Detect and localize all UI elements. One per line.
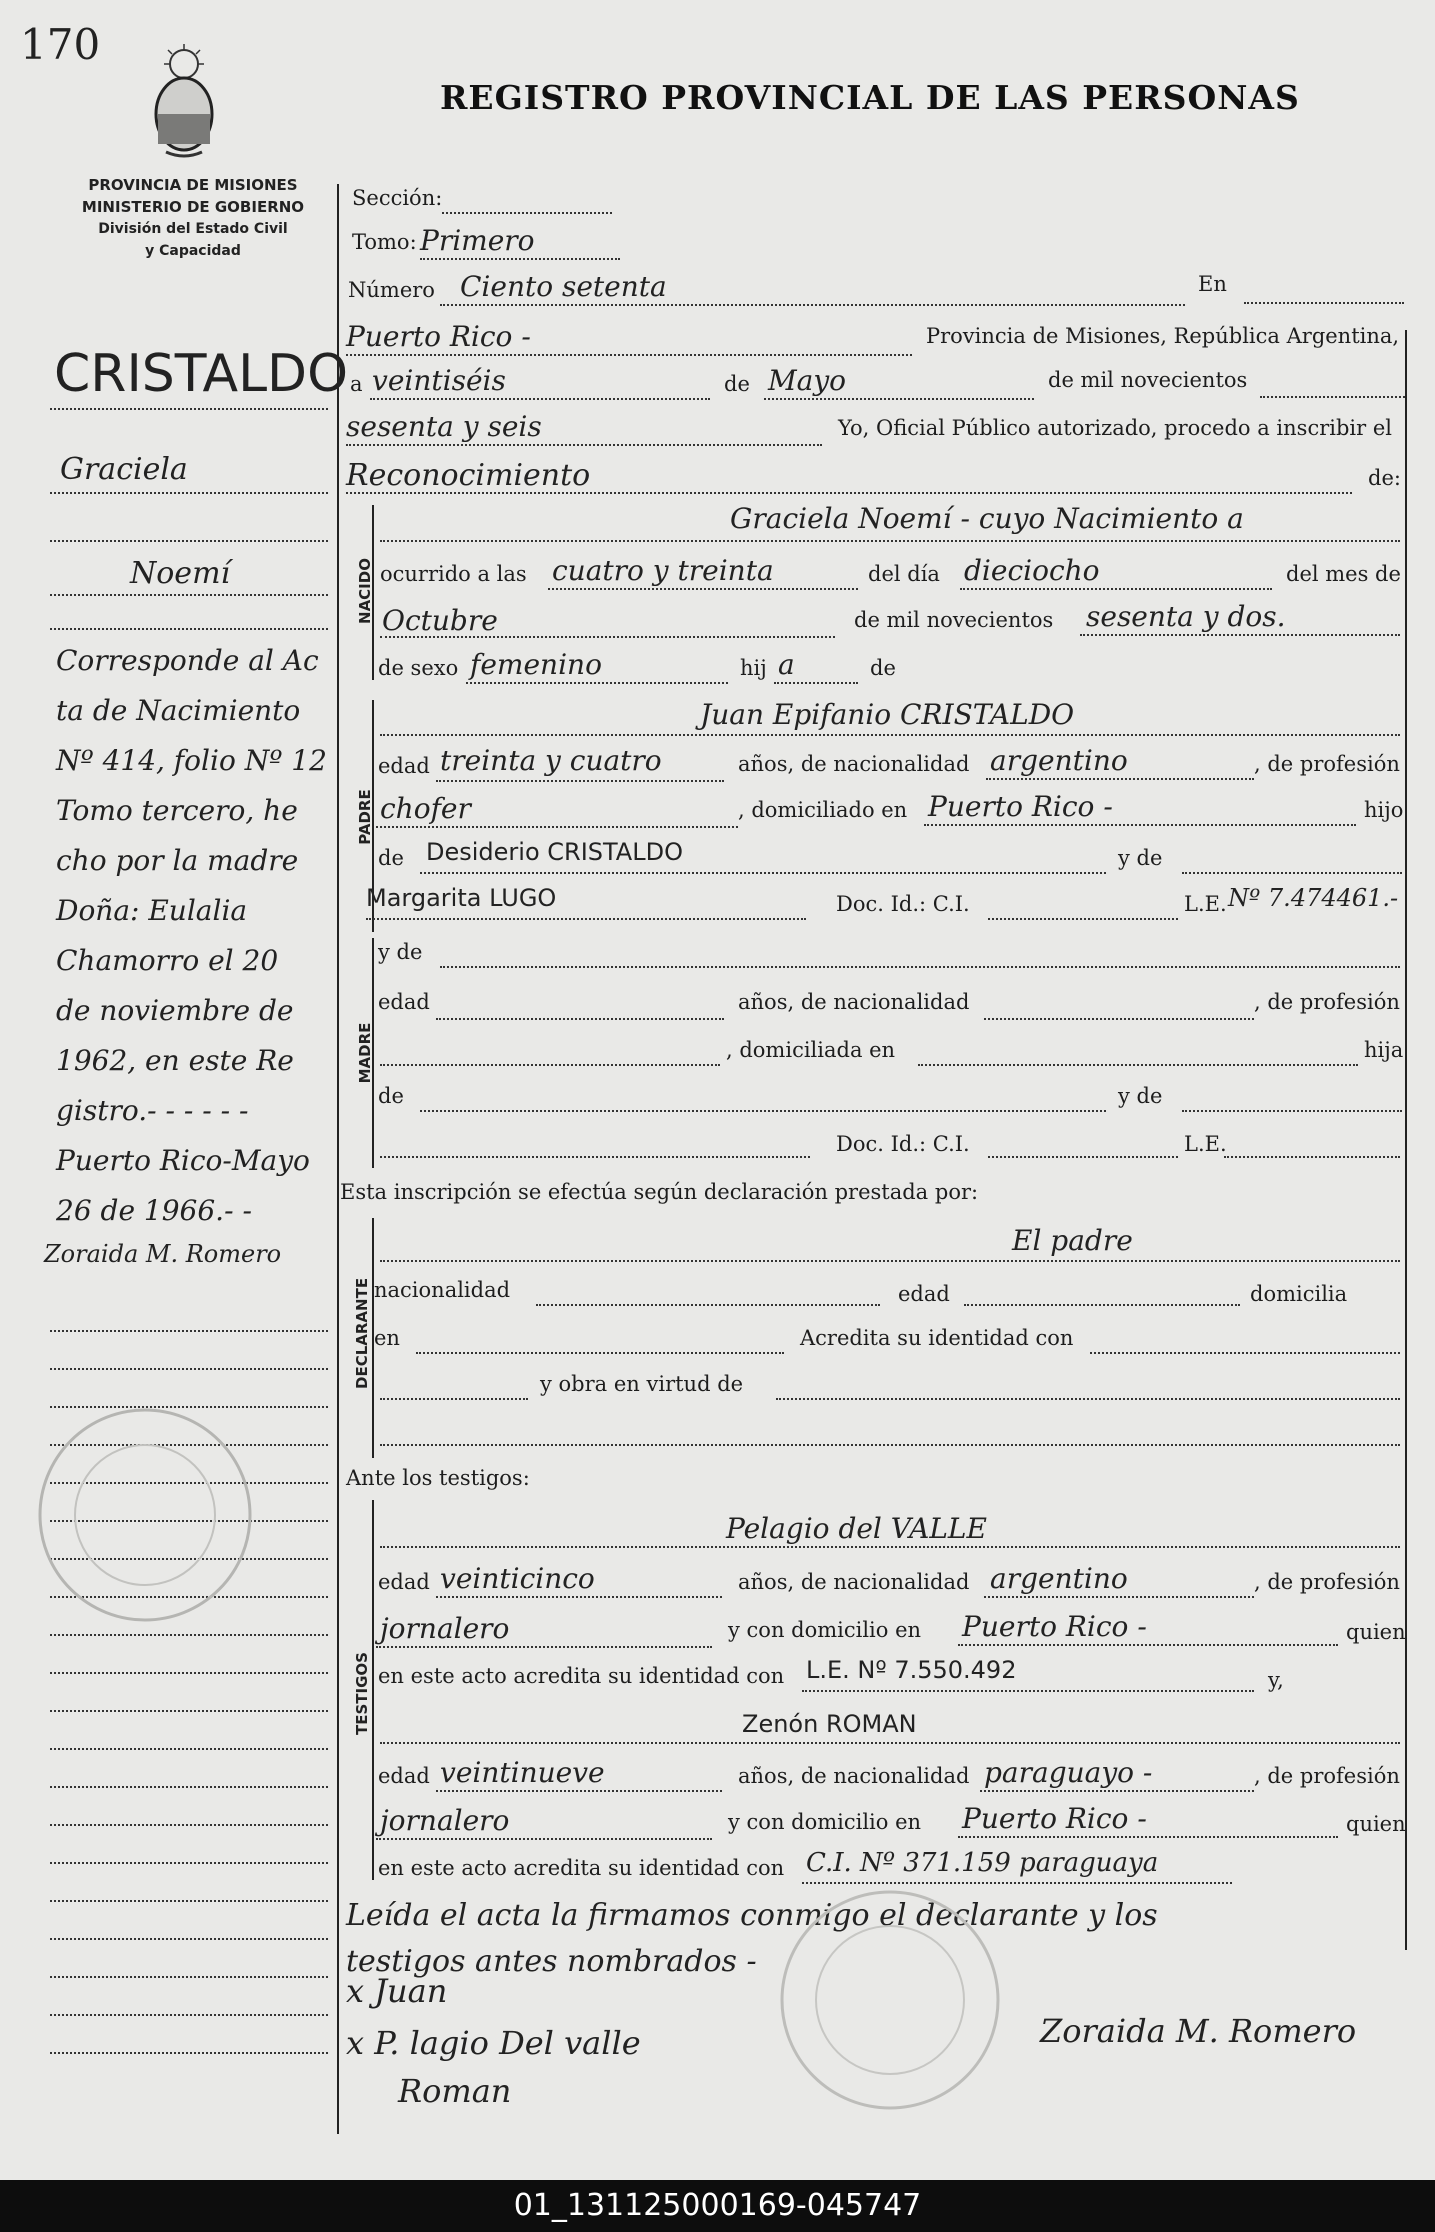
label-hij: hij [740,656,767,680]
label-domiciliada: , domiciliada en [726,1038,896,1062]
label-en-decl: en [374,1326,400,1350]
label-de-padres: de [870,656,896,680]
label-edad-madre: edad [378,990,430,1014]
label-numero: Número [348,278,435,302]
label-doc-id-padre: Doc. Id.: C.I. [836,892,970,916]
value-t2-dom: Puerto Rico - [962,1802,1147,1835]
note-line: Corresponde al Ac [56,644,319,677]
label-en: En [1198,272,1227,296]
label-edad-padre: edad [378,754,430,778]
label-profesion-padre: , de profesión [1254,752,1400,776]
label-edad-decl: edad [898,1282,950,1306]
value-padre-nac: argentino [990,744,1128,777]
label-oficial: Yo, Oficial Público autorizado, procedo a inscribir el [838,416,1392,440]
value-testigo1: Pelagio del VALLE [726,1512,987,1545]
value-inscripto: Graciela Noemí - cuyo Nacimiento a [730,502,1244,535]
value-dia: veintiséis [372,364,506,397]
side-label-madre: MADRE [356,1022,374,1084]
value-t1-edad: veinticinco [440,1562,595,1595]
coat-of-arms-icon [146,42,222,160]
value-padre-prof: chofer [380,792,471,825]
value-t1-prof: jornalero [380,1612,510,1645]
value-padre-nombre: Juan Epifanio CRISTALDO [700,698,1075,731]
value-anio-nac: sesenta y dos. [1086,600,1286,633]
label-de: de [724,372,750,396]
signature-oficial: Zoraida M. Romero [1040,2012,1357,2050]
label-tomo: Tomo: [352,230,417,254]
label-de-madre: de [378,1084,404,1108]
value-testigo2: Zenón ROMAN [742,1710,917,1738]
label-dom-t2: y con domicilio en [728,1810,922,1834]
label-anios-nac-madre: años, de nacionalidad [738,990,970,1014]
note-line: de noviembre de [56,994,294,1027]
label-y-coma: y, [1268,1668,1284,1692]
value-padre-edad: treinta y cuatro [440,744,662,777]
label-y-de-madre: y de [378,940,423,964]
label-doc-id-madre: Doc. Id.: C.I. [836,1132,970,1156]
side-label-nacido: NACIDO [356,558,374,624]
value-mes: Mayo [768,364,847,397]
value-abuelo: Desiderio CRISTALDO [426,838,683,866]
label-le-madre: L.E. [1184,1132,1227,1156]
side-label-padre: PADRE [356,789,374,845]
value-declarante: El padre [1012,1224,1133,1257]
value-acto: Reconocimiento [346,458,591,493]
margin-surname: CRISTALDO [54,344,349,404]
seal-stamp-icon [770,1880,1010,2120]
value-hora: cuatro y treinta [552,554,774,587]
label-hijo: hijo [1364,798,1404,822]
label-nacionalidad-decl: nacionalidad [374,1278,511,1302]
label-declaracion: Esta inscripción se efectúa según declaración prestada por: [340,1180,979,1204]
label-acredita-t2: en este acto acredita su identidad con [378,1856,785,1880]
value-abuela: Margarita LUGO [366,884,557,912]
label-anios-nac-t1: años, de nacionalidad [738,1570,970,1594]
label-quien-t2: quien [1346,1812,1406,1836]
closing-line1: Leída el acta la firmamos conmigo el declarante y los [346,1898,1158,1933]
agency-capacity: y Capacidad [145,243,241,259]
label-ocurrido: ocurrido a las [380,562,527,586]
label-domicilia-decl: domicilia [1250,1282,1348,1306]
label-seccion: Sección: [352,186,443,210]
label-acredita-t1: en este acto acredita su identidad con [378,1664,785,1688]
note-line: 26 de 1966.- - [56,1194,252,1227]
label-edad-t1: edad [378,1570,430,1594]
note-line: Puerto Rico-Mayo [56,1144,310,1177]
value-t2-doc: C.I. Nº 371.159 paraguaya [806,1848,1159,1878]
seal-stamp-icon [30,1400,260,1630]
label-profesion-t2: , de profesión [1254,1764,1400,1788]
note-line: cho por la madre [56,844,299,877]
note-line: ta de Nacimiento [56,694,301,727]
label-domiciliado: , domiciliado en [738,798,908,822]
label-testigos: Ante los testigos: [346,1466,530,1490]
label-hija: hija [1364,1038,1404,1062]
agency-province: PROVINCIA DE MISIONES [88,176,298,194]
margin-signature: Zoraida M. Romero [44,1240,282,1268]
label-obra-decl: y obra en virtud de [540,1372,744,1396]
value-hij: a [778,648,795,681]
value-numero: Ciento setenta [460,270,667,303]
agency-block [58,174,328,262]
label-y-de-padre: y de [1118,846,1163,870]
label-mil-novecientos: de mil novecientos [1048,368,1248,392]
label-quien-t1: quien [1346,1620,1406,1644]
side-label-declarante: DECLARANTE [353,1277,371,1389]
note-line: 1962, en este Re [56,1044,294,1077]
label-acredita-decl: Acredita su identidad con [800,1326,1074,1350]
label-de-abuelo: de [378,846,404,870]
label-de-colon: de: [1368,466,1401,490]
label-profesion-t1: , de profesión [1254,1570,1400,1594]
value-tomo: Primero [420,224,535,257]
label-le-padre: L.E. [1184,892,1227,916]
value-t1-dom: Puerto Rico - [962,1610,1147,1643]
page-title: REGISTRO PROVINCIAL DE LAS PERSONAS [440,78,1300,117]
page-number: 170 [20,20,101,69]
value-t2-prof: jornalero [380,1804,510,1837]
label-anios-nac-padre: años, de nacionalidad [738,752,970,776]
note-line: Chamorro el 20 [56,944,279,977]
signature-declarante: x Juan [346,1972,448,2010]
agency-division: División del Estado Civil [98,221,288,237]
note-line: Nº 414, folio Nº 12 [56,744,327,777]
label-provincia: Provincia de Misiones, República Argentina, [926,324,1400,348]
signature-testigo2: Roman [398,2072,512,2110]
agency-ministry: MINISTERIO DE GOBIERNO [81,198,305,216]
note-line: Doña: Eulalia [56,894,248,927]
side-label-testigos: TESTIGOS [353,1652,371,1735]
value-t2-nac: paraguayo - [984,1756,1153,1789]
value-anio: sesenta y seis [346,410,542,443]
value-t1-doc: L.E. Nº 7.550.492 [806,1656,1017,1684]
label-de-mil: de mil novecientos [854,608,1054,632]
label-a: a [350,372,363,396]
value-t2-edad: veintinueve [440,1756,605,1789]
value-mes-nac: Octubre [382,604,498,637]
label-profesion-madre: , de profesión [1254,990,1400,1014]
value-padre-dom: Puerto Rico - [928,790,1113,823]
label-sexo: de sexo [378,656,459,680]
note-line: gistro.- - - - - - [56,1094,249,1127]
label-dom-t1: y con domicilio en [728,1618,922,1642]
note-line: Tomo tercero, he [56,794,298,827]
label-anios-nac-t2: años, de nacionalidad [738,1764,970,1788]
signature-testigo1: x P. lagio Del valle [346,2024,641,2062]
margin-name2: Noemí [130,556,231,591]
value-dia-nac: dieciocho [964,554,1100,587]
closing-line2: testigos antes nombrados - [346,1944,757,1979]
label-y-de-madre2: y de [1118,1084,1163,1108]
value-padre-le: Nº 7.474461.- [1228,884,1399,912]
value-sexo: femenino [470,648,602,681]
margin-name1: Graciela [60,452,188,487]
value-lugar: Puerto Rico - [346,320,531,353]
value-t1-nac: argentino [990,1562,1128,1595]
label-edad-t2: edad [378,1764,430,1788]
footer-id: 01_131125000169-045747 [0,2180,1435,2232]
label-del-dia: del día [868,562,940,586]
label-del-mes: del mes de [1286,562,1401,586]
